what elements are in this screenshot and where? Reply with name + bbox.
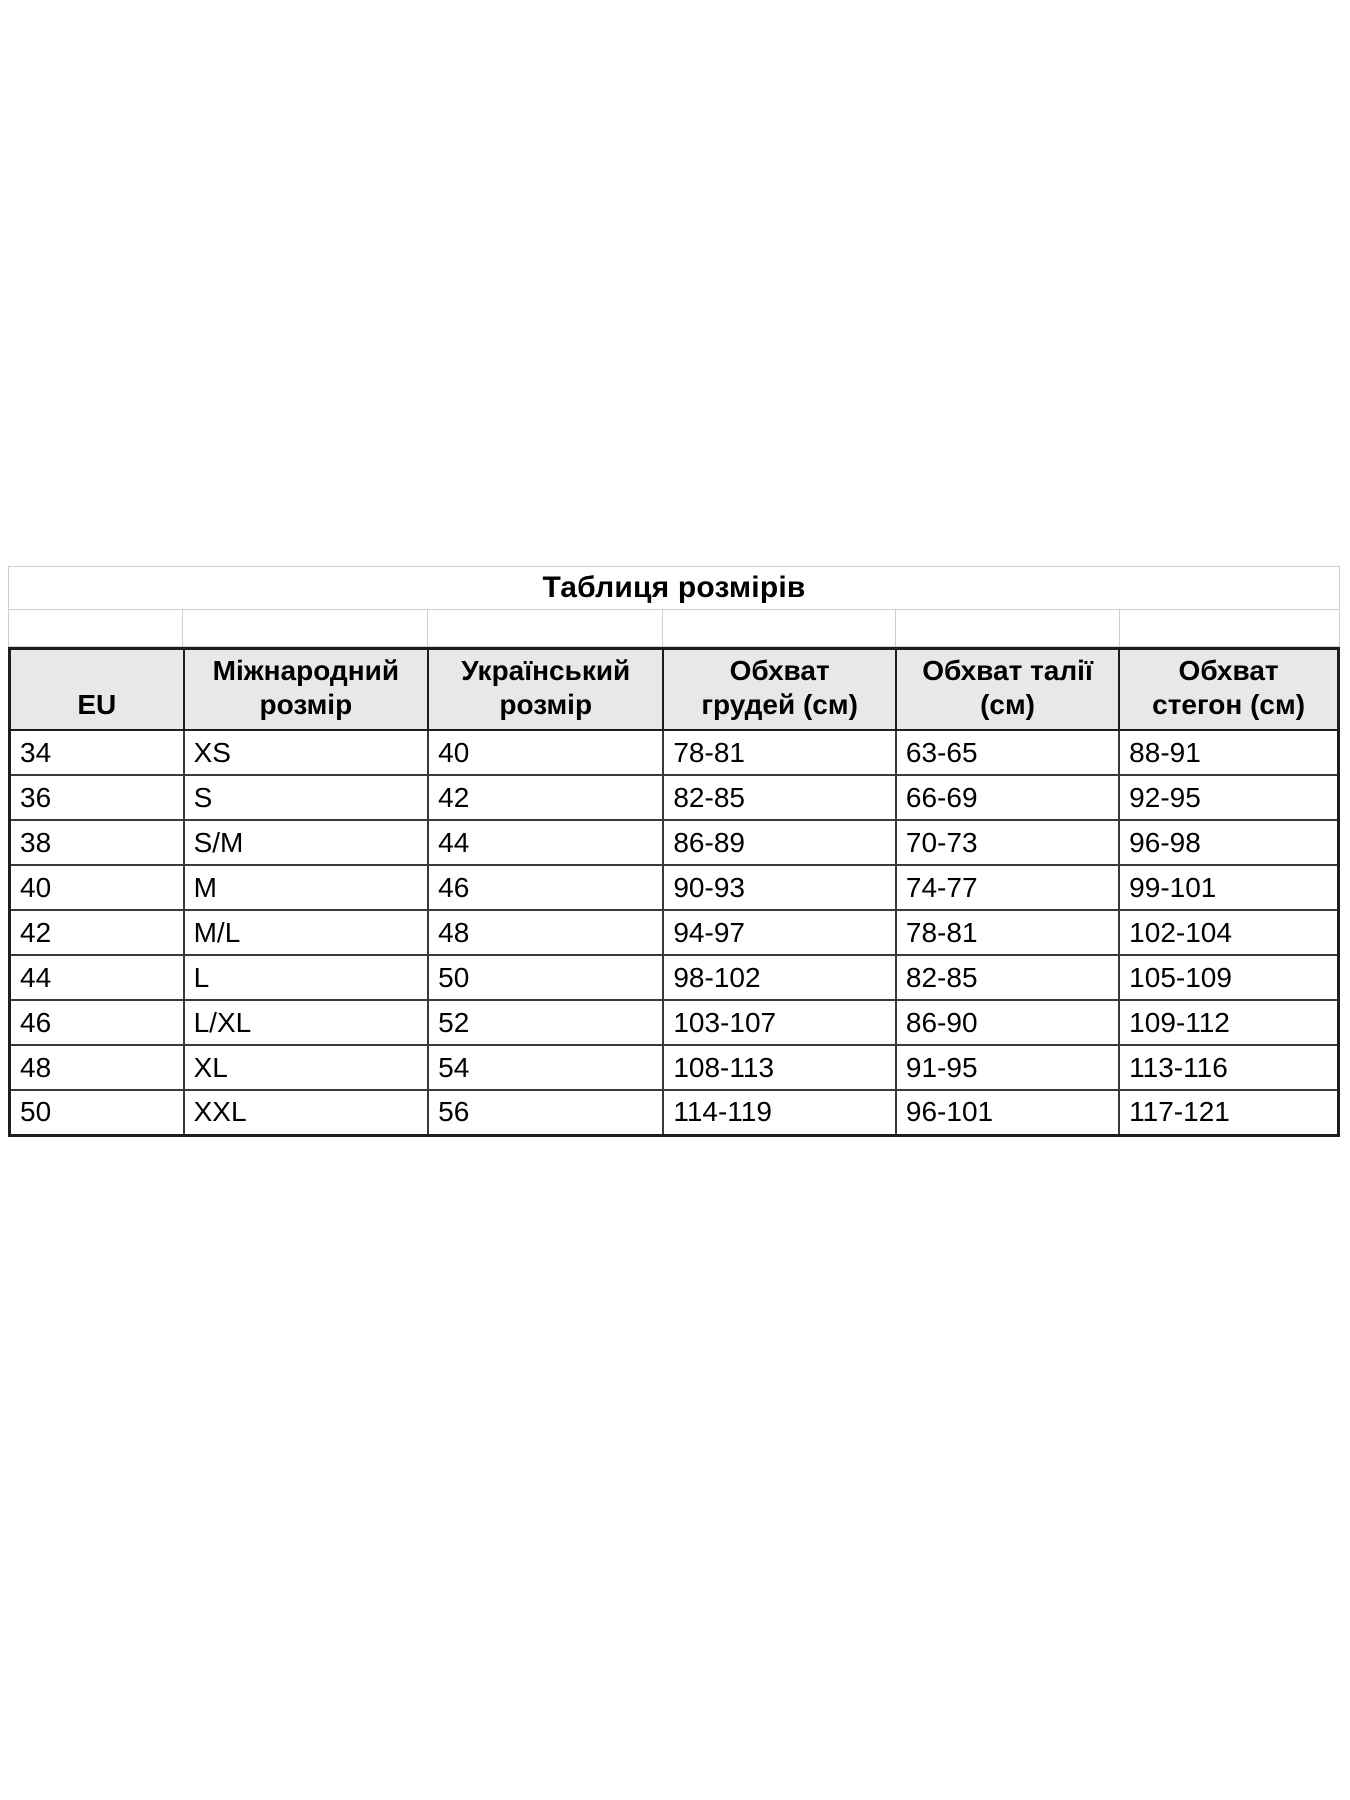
cell-hips: 102-104 [1119, 910, 1338, 955]
cell-international: XS [184, 730, 429, 775]
cell-waist: 70-73 [896, 820, 1119, 865]
size-chart-title: Таблиця розмірів [542, 571, 806, 604]
size-chart-table [8, 647, 1340, 1137]
column-header-waist: Обхват талії (см) [896, 649, 1119, 731]
column-header-international-size: Міжнародний розмір [184, 649, 429, 731]
cell-ukrainian: 42 [428, 775, 663, 820]
cell-hips: 88-91 [1119, 730, 1338, 775]
cell-eu: 42 [10, 910, 184, 955]
cell-chest: 78-81 [663, 730, 896, 775]
table-row [10, 955, 1339, 1000]
cell-hips: 92-95 [1119, 775, 1338, 820]
cell-hips: 96-98 [1119, 820, 1338, 865]
cell-eu: 38 [10, 820, 184, 865]
table-row [10, 865, 1339, 910]
cell-international: L/XL [184, 1000, 429, 1045]
spacer-cell [9, 610, 183, 646]
cell-chest: 114-119 [663, 1090, 896, 1135]
cell-chest: 86-89 [663, 820, 896, 865]
cell-eu: 34 [10, 730, 184, 775]
cell-international: L [184, 955, 429, 1000]
cell-ukrainian: 56 [428, 1090, 663, 1135]
cell-international: XXL [184, 1090, 429, 1135]
cell-ukrainian: 44 [428, 820, 663, 865]
table-row [10, 820, 1339, 865]
cell-international: S/M [184, 820, 429, 865]
column-header-ukrainian-size: Український розмір [428, 649, 663, 731]
cell-international: XL [184, 1045, 429, 1090]
cell-hips: 113-116 [1119, 1045, 1338, 1090]
spacer-row [8, 609, 1340, 647]
cell-ukrainian: 40 [428, 730, 663, 775]
table-row [10, 730, 1339, 775]
cell-chest: 108-113 [663, 1045, 896, 1090]
spacer-cell [663, 610, 896, 646]
cell-ukrainian: 54 [428, 1045, 663, 1090]
cell-ukrainian: 50 [428, 955, 663, 1000]
table-row [10, 1000, 1339, 1045]
cell-waist: 96-101 [896, 1090, 1119, 1135]
cell-international: M [184, 865, 429, 910]
spacer-cell [896, 610, 1119, 646]
cell-waist: 74-77 [896, 865, 1119, 910]
cell-eu: 44 [10, 955, 184, 1000]
cell-hips: 117-121 [1119, 1090, 1338, 1135]
cell-waist: 86-90 [896, 1000, 1119, 1045]
cell-waist: 91-95 [896, 1045, 1119, 1090]
cell-chest: 90-93 [663, 865, 896, 910]
cell-chest: 82-85 [663, 775, 896, 820]
column-header-chest: Обхват грудей (см) [663, 649, 896, 731]
cell-ukrainian: 48 [428, 910, 663, 955]
cell-eu: 50 [10, 1090, 184, 1135]
size-chart [8, 566, 1340, 1137]
column-header-eu: EU [10, 649, 184, 731]
cell-chest: 103-107 [663, 1000, 896, 1045]
cell-eu: 40 [10, 865, 184, 910]
cell-international: S [184, 775, 429, 820]
cell-waist: 78-81 [896, 910, 1119, 955]
column-header-hips: Обхват стегон (см) [1119, 649, 1338, 731]
table-row [10, 775, 1339, 820]
table-row [10, 1045, 1339, 1090]
cell-eu: 48 [10, 1045, 184, 1090]
cell-waist: 82-85 [896, 955, 1119, 1000]
cell-hips: 105-109 [1119, 955, 1338, 1000]
cell-eu: 36 [10, 775, 184, 820]
table-row [10, 910, 1339, 955]
cell-international: M/L [184, 910, 429, 955]
header-row [10, 649, 1339, 731]
cell-hips: 99-101 [1119, 865, 1338, 910]
cell-eu: 46 [10, 1000, 184, 1045]
spacer-cell [1120, 610, 1339, 646]
spacer-cell [428, 610, 663, 646]
table-row [10, 1090, 1339, 1135]
cell-chest: 98-102 [663, 955, 896, 1000]
cell-chest: 94-97 [663, 910, 896, 955]
cell-waist: 63-65 [896, 730, 1119, 775]
cell-ukrainian: 52 [428, 1000, 663, 1045]
cell-hips: 109-112 [1119, 1000, 1338, 1045]
size-chart-title-row [8, 566, 1340, 609]
cell-waist: 66-69 [896, 775, 1119, 820]
cell-ukrainian: 46 [428, 865, 663, 910]
spacer-cell [183, 610, 428, 646]
